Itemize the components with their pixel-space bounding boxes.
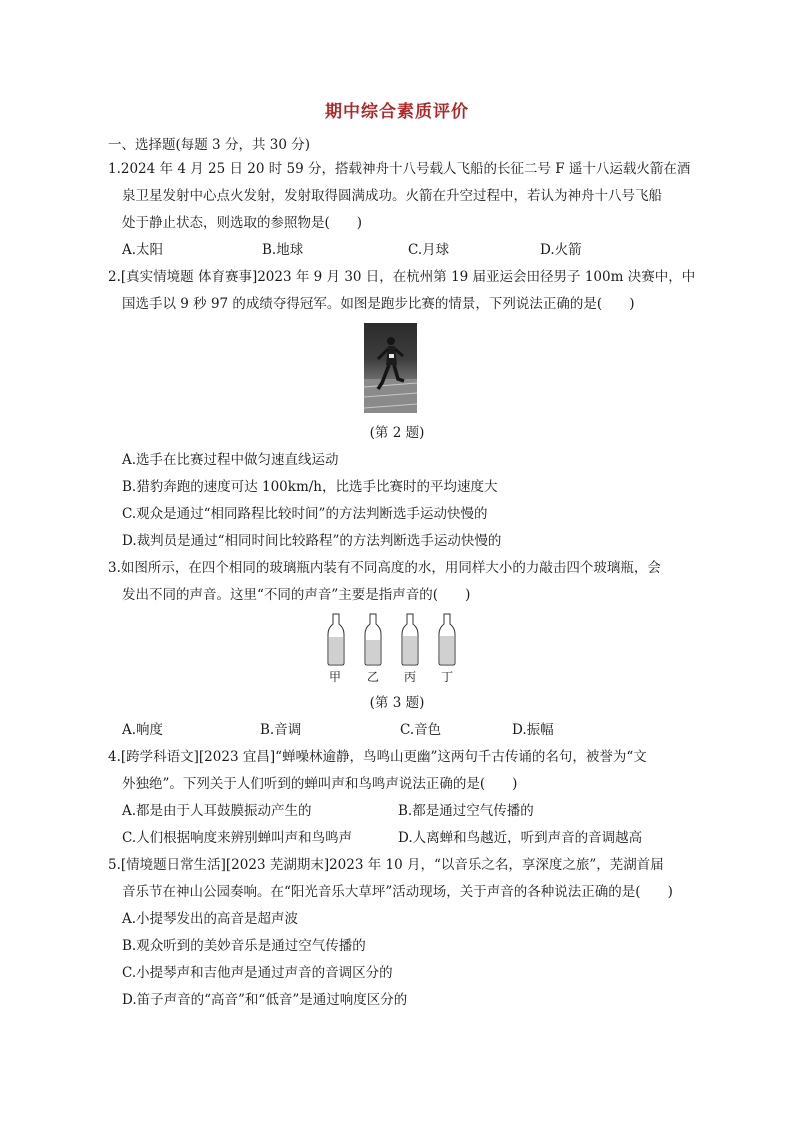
q1-line-2: 泉卫星发射中心点火发射，发射取得圆满成功。火箭在升空过程中，若认为神舟十八号飞船 — [122, 188, 662, 204]
q3-option-d: D.振幅 — [512, 722, 554, 738]
q2-option-a: A.选手在比赛过程中做匀速直线运动 — [122, 452, 339, 468]
q5-line-2: 音乐节在神山公园奏响。在“阳光音乐大草坪”活动现场，关于声音的各种说法正确的是( ) — [122, 884, 673, 900]
q1-option-c: C.月球 — [408, 242, 450, 258]
q2-line-1: 2.[真实情境题 体育赛事]2023 年 9 月 30 日，在杭州第 19 届亚运会田径男子 100m 决赛中，中 — [108, 269, 696, 285]
q2-option-b: B.猎豹奔跑的速度可达 100km/h，比选手比赛时的平均速度大 — [122, 479, 498, 495]
q4-option-d: D.人离蝉和鸟越近，听到声音的音调越高 — [398, 830, 643, 846]
bottle-water-4 — [440, 636, 454, 664]
q5-line-1: 5.[情境题日常生活][2023 芜湖期末]2023 年 10 月，“以音乐之名，享深度之旅”，芜湖首届 — [108, 857, 664, 873]
q1-option-a: A.太阳 — [122, 242, 164, 258]
bottle-water-2 — [366, 640, 380, 664]
q1-option-d: D.火箭 — [540, 242, 582, 258]
q3-line-2: 发出不同的声音。这里“不同的声音”主要是指声音的( ) — [122, 587, 471, 603]
sprinter-photo — [364, 323, 417, 413]
q3-option-c: C.音色 — [400, 722, 442, 738]
q3-figure-caption: (第 3 题) — [369, 695, 425, 711]
bottle-label-ding: 丁 — [441, 670, 454, 684]
q3-option-b: B.音调 — [260, 722, 302, 738]
q4-line-2: 外独绝”。下列关于人们听到的蝉叫声和鸟鸣声说法正确的是( ) — [122, 776, 518, 792]
q1-option-b: B.地球 — [262, 242, 304, 258]
q4-option-b: B.都是通过空气传播的 — [398, 803, 534, 819]
q1-line-3: 处于静止状态，则选取的参照物是( ) — [122, 215, 363, 231]
q2-option-d: D.裁判员是通过“相同时间比较路程”的方法判断选手运动快慢的 — [122, 533, 502, 549]
q2-figure-caption: (第 2 题) — [369, 425, 425, 441]
q4-option-a: A.都是由于人耳鼓膜振动产生的 — [122, 803, 312, 819]
bottle-water-1 — [329, 637, 343, 664]
section-heading: 一、选择题(每题 3 分，共 30 分) — [108, 137, 310, 153]
q5-option-c: C.小提琴声和吉他声是通过声音的音调区分的 — [122, 965, 393, 981]
q4-option-c: C.人们根据响度来辨别蝉叫声和鸟鸣声 — [122, 830, 353, 846]
bottle-4 — [439, 614, 455, 665]
bottle-2 — [365, 614, 381, 665]
bottle-1 — [328, 614, 344, 665]
q5-option-a: A.小提琴发出的高音是超声波 — [122, 911, 299, 927]
q1-line-1: 1.2024 年 4 月 25 日 20 时 59 分，搭载神舟十八号载人飞船的长征二号 F 遥十八运载火箭在酒 — [108, 161, 691, 177]
bottles-figure — [318, 612, 468, 672]
q2-option-c: C.观众是通过“相同路程比较时间”的方法判断选手运动快慢的 — [122, 506, 488, 522]
bottle-3 — [402, 614, 418, 665]
q2-line-2: 国选手以 9 秒 97 的成绩夺得冠军。如图是跑步比赛的情景，下列说法正确的是( ) — [122, 296, 635, 312]
q3-option-a: A.响度 — [122, 722, 164, 738]
q4-line-1: 4.[跨学科语文][2023 宜昌]“蝉噪林逾静，鸟鸣山更幽”这两句千古传诵的名句，被誉为“文 — [108, 749, 647, 765]
bottle-label-jia: 甲 — [329, 670, 342, 684]
bottle-label-yi: 乙 — [367, 670, 380, 684]
page-title: 期中综合素质评价 — [325, 102, 469, 122]
bottle-water-3 — [403, 636, 417, 664]
q3-line-1: 3.如图所示，在四个相同的玻璃瓶内装有不同高度的水，用同样大小的力敲击四个玻璃瓶，会 — [108, 560, 661, 576]
bottle-label-bing: 丙 — [404, 670, 417, 684]
q5-option-d: D.笛子声音的“高音”和“低音”是通过响度区分的 — [122, 992, 408, 1008]
q5-option-b: B.观众听到的美妙音乐是通过空气传播的 — [122, 938, 366, 954]
